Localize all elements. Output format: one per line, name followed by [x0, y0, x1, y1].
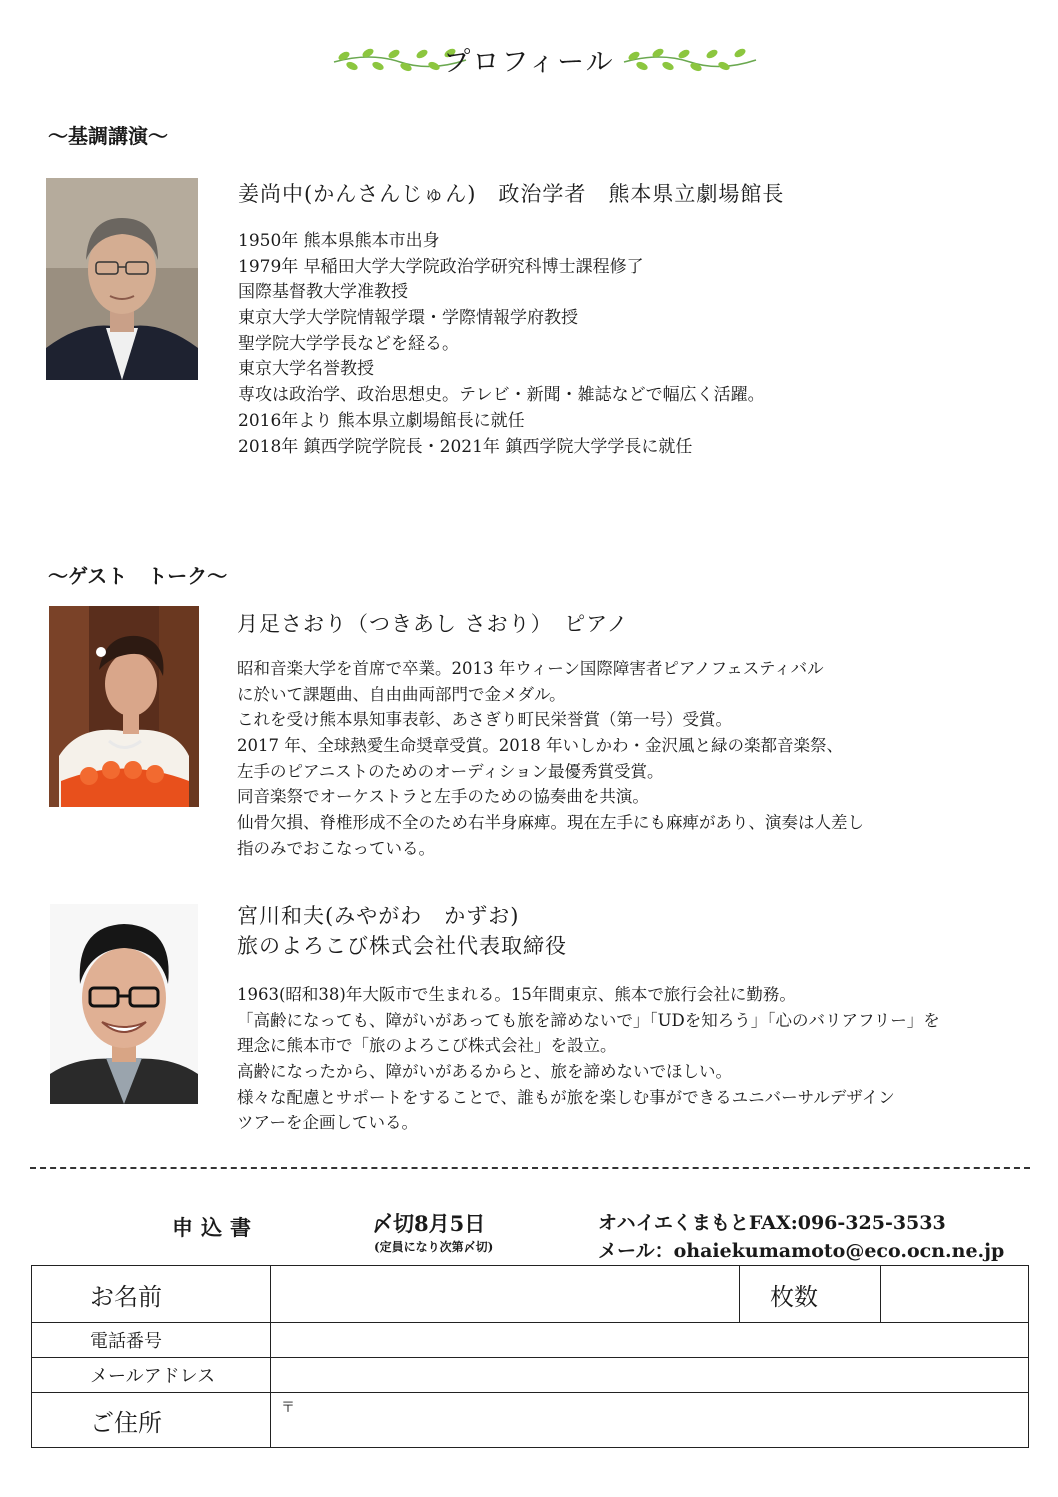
- guest-pianist-photo: [49, 606, 199, 807]
- keynote-section-label: 〜基調講演〜: [48, 124, 168, 148]
- bio-line: これを受け熊本県知事表彰、あさぎり町民栄誉賞（第一号）受賞。: [237, 710, 732, 730]
- application-form-table: [31, 1265, 1029, 1448]
- address-field[interactable]: [271, 1393, 1029, 1448]
- bio-line: 国際基督教大学准教授: [238, 282, 408, 303]
- name-label: お名前: [32, 1266, 271, 1323]
- bio-line: ツアーを企画している。: [237, 1113, 419, 1133]
- phone-label: 電話番号: [32, 1323, 271, 1358]
- form-deadline: 〆切8月5日: [372, 1211, 486, 1236]
- fax-line: オハイエくまもとFAX:096-325-3533: [598, 1212, 946, 1234]
- guest-2-role: 旅のよろこび株式会社代表取締役: [237, 934, 567, 958]
- form-title: 申込書: [172, 1215, 259, 1240]
- bio-line: 東京大学大学院情報学環・学際情報学府教授: [238, 308, 578, 329]
- bio-line: 1950年 熊本県熊本市出身: [238, 231, 440, 251]
- bio-line: 専攻は政治学、政治思想史。テレビ・新聞・雑誌などで幅広く活躍。: [238, 385, 765, 406]
- bio-line: 様々な配慮とサポートをすることで、誰もが旅を楽しむ事ができるユニバーサルデザイン: [237, 1087, 895, 1107]
- guest-2-bio: [237, 982, 940, 1136]
- bio-line: 1963(昭和38)年大阪市で生まれる。15年間東京、熊本で旅行会社に勤務。: [237, 985, 796, 1004]
- postal-mark-icon: 〒: [281, 1400, 295, 1416]
- guest-section-label: 〜ゲスト トーク〜: [48, 564, 228, 588]
- bio-line: 指のみでおこなっている。: [237, 838, 435, 858]
- bio-line: 理念に熊本市で「旅のよろこび株式会社」を設立。: [237, 1036, 617, 1056]
- bio-line: 左手のピアニストのためのオーディション最優秀賞受賞。: [237, 761, 664, 781]
- guest-1-name: 月足さおり（つきあし さおり） ピアノ: [237, 612, 629, 636]
- email-label: メールアドレス: [32, 1358, 271, 1393]
- guest-2-name: 宮川和夫(みやがわ かずお): [237, 904, 520, 928]
- bio-line: 2017 年、全球熱愛生命奨章受賞。2018 年いしかわ・金沢風と緑の楽都音楽祭、: [237, 736, 843, 756]
- mail-line: メール：ohaiekumamoto@eco.ocn.ne.jp: [598, 1240, 1005, 1262]
- page-title: プロフィール: [443, 47, 615, 78]
- count-field[interactable]: [881, 1266, 1029, 1323]
- keynote-speaker-photo: [46, 178, 198, 380]
- bio-line: 昭和音楽大学を首席で卒業。2013 年ウィーン国際障害者ピアノフェスティバル: [237, 659, 824, 678]
- count-label-text: 枚数: [770, 1282, 818, 1311]
- vine-ornament-right-icon: [620, 42, 760, 76]
- bio-line: 「高齢になっても、障がいがあっても旅を諦めないで」「UDを知ろう」「心のバリアフリー」を: [237, 1010, 940, 1030]
- bio-line: に於いて課題曲、自由曲両部門で金メダル。: [237, 684, 566, 704]
- bio-line: 仙骨欠損、脊椎形成不全のため右半身麻痺。現在左手にも麻痺があり、演奏は人差し: [237, 813, 864, 833]
- bio-line: 2016年より 熊本県立劇場館長に就任: [238, 410, 525, 431]
- bio-line: 1979年 早稲田大学大学院政治学研究科博士課程修了: [238, 256, 644, 277]
- cut-line-divider: [30, 1167, 1030, 1169]
- keynote-bio: [238, 229, 765, 460]
- email-field[interactable]: [271, 1358, 1029, 1393]
- name-field[interactable]: [271, 1266, 740, 1323]
- form-deadline-note: (定員になり次第〆切): [374, 1240, 494, 1254]
- bio-line: 東京大学名誉教授: [238, 359, 374, 380]
- bio-line: 2018年 鎮西学院学院長・2021年 鎮西学院大学学長に就任: [238, 436, 693, 457]
- bio-line: 同音楽祭でオーケストラと左手のための協奏曲を共演。: [237, 787, 649, 807]
- phone-field[interactable]: [271, 1323, 1029, 1358]
- count-label: [740, 1266, 881, 1323]
- bio-line: 聖学院大学学長などを経る。: [238, 333, 459, 354]
- guest-1-bio: [237, 656, 864, 862]
- address-label: ご住所: [32, 1393, 271, 1448]
- bio-line: 高齢になったから、障がいがあるからと、旅を諦めないでほしい。: [237, 1062, 732, 1082]
- keynote-speaker-name: 姜尚中(かんさんじゅん) 政治学者 熊本県立劇場館長: [238, 182, 785, 206]
- guest-2-photo: [50, 904, 198, 1104]
